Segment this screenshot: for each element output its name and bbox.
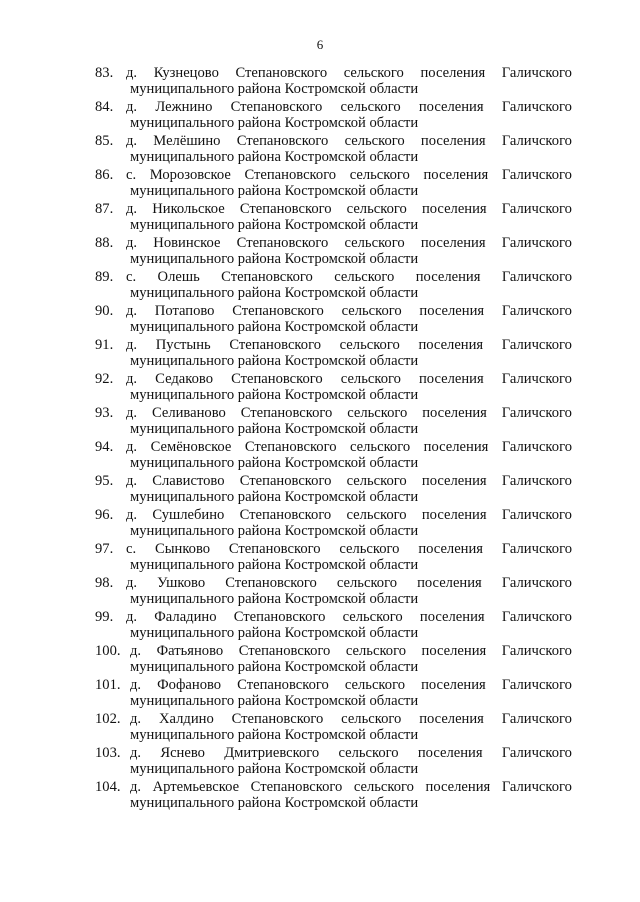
item-word-w2: поселения <box>422 405 487 421</box>
item-word-w3: Галичского <box>501 541 572 557</box>
list-item <box>95 744 572 778</box>
item-word-w1: сельского <box>346 507 407 523</box>
item-word-w2: поселения <box>421 643 487 659</box>
item-word-settlement: Степановского <box>231 711 324 727</box>
item-word-type: с. <box>126 167 137 183</box>
item-word-type: д. <box>130 643 142 659</box>
list-item <box>95 778 572 812</box>
list-item <box>95 472 572 506</box>
item-word-type: д. <box>126 303 138 319</box>
item-word-w3: Галичского <box>501 235 572 251</box>
item-word-type: д. <box>126 337 138 353</box>
item-word-name: Славистово <box>152 473 225 489</box>
item-word-w3: Галичского <box>501 745 572 761</box>
item-number: 101. <box>95 677 121 693</box>
item-word-w1: сельского <box>338 745 399 761</box>
item-word-name: Сынково <box>154 541 211 557</box>
item-word-settlement: Степановского <box>235 65 328 81</box>
item-word-type: д. <box>130 779 142 795</box>
item-line-2: муниципального района Костромской области <box>130 591 419 607</box>
item-number: 99. <box>95 609 114 625</box>
item-word-type: д. <box>126 133 138 149</box>
item-word-w3: Галичского <box>501 677 572 693</box>
item-line-2: муниципального района Костромской области <box>130 353 419 369</box>
item-number: 90. <box>95 303 114 319</box>
list-item <box>95 608 572 642</box>
item-word-type: д. <box>126 235 138 251</box>
item-line-2: муниципального района Костромской области <box>130 217 419 233</box>
item-word-w1: сельского <box>341 303 402 319</box>
item-word-w3: Галичского <box>501 779 572 795</box>
item-word-settlement: Степановского <box>230 99 323 115</box>
item-number: 96. <box>95 507 114 523</box>
item-word-w3: Галичского <box>501 167 572 183</box>
item-word-w1: сельского <box>344 235 405 251</box>
item-word-name: Фатьяново <box>156 643 224 659</box>
item-word-settlement: Степановского <box>231 371 323 387</box>
item-line-2: муниципального района Костромской области <box>130 115 419 131</box>
item-word-name: Олешь <box>157 269 200 285</box>
item-word-name: Селиваново <box>151 405 226 421</box>
list-item <box>95 98 572 132</box>
item-word-w2: поселения <box>423 439 489 455</box>
item-word-w3: Галичского <box>501 711 572 727</box>
item-word-w2: поселения <box>419 371 484 387</box>
item-word-name: Лежнино <box>155 99 213 115</box>
settlement-list <box>95 64 572 812</box>
item-number: 103. <box>95 745 121 761</box>
item-number: 95. <box>95 473 114 489</box>
item-word-w2: поселения <box>420 133 486 149</box>
item-line-2: муниципального района Костромской области <box>130 251 419 267</box>
item-word-w3: Галичского <box>501 269 572 285</box>
item-line-2: муниципального района Костромской области <box>130 285 419 301</box>
item-word-settlement: Степановского <box>221 269 313 285</box>
item-line-2: муниципального района Костромской области <box>130 557 419 573</box>
item-word-name: Морозовское <box>149 167 231 183</box>
item-word-w2: поселения <box>425 779 491 795</box>
item-word-type: д. <box>126 609 138 625</box>
page-number: 6 <box>316 37 324 52</box>
item-number: 92. <box>95 371 114 387</box>
item-word-w1: сельского <box>344 677 405 693</box>
item-word-w3: Галичского <box>501 473 572 489</box>
item-word-name: Семёновское <box>150 439 232 455</box>
item-word-w2: поселения <box>418 541 484 557</box>
list-item <box>95 268 572 302</box>
item-word-settlement: Степановского <box>229 337 321 353</box>
item-word-type: д. <box>126 201 138 217</box>
item-line-2: муниципального района Костромской области <box>130 319 419 335</box>
item-word-w2: поселения <box>417 575 482 591</box>
item-word-w1: сельского <box>336 575 398 591</box>
item-word-w2: поселения <box>419 303 485 319</box>
list-item <box>95 642 572 676</box>
item-word-w2: поселения <box>415 269 481 285</box>
item-line-2: муниципального района Костромской области <box>130 727 419 743</box>
item-word-settlement: Степановского <box>250 779 343 795</box>
item-word-type: д. <box>126 507 138 523</box>
item-word-name: Сушлебино <box>152 507 225 523</box>
item-word-name: Никольское <box>152 201 225 217</box>
item-line-2: муниципального района Костромской области <box>130 693 419 709</box>
list-item <box>95 574 572 608</box>
item-word-name: Яснево <box>160 745 205 761</box>
list-item <box>95 370 572 404</box>
item-line-2: муниципального района Костромской области <box>130 523 419 539</box>
item-line-2: муниципального района Костромской области <box>130 625 419 641</box>
item-word-w3: Галичского <box>501 99 572 115</box>
item-number: 98. <box>95 575 114 591</box>
item-word-settlement: Степановского <box>236 235 329 251</box>
item-word-type: д. <box>126 371 138 387</box>
list-item <box>95 438 572 472</box>
item-word-w2: поселения <box>418 337 484 353</box>
item-word-type: д. <box>126 99 138 115</box>
item-word-w2: поселения <box>421 201 487 217</box>
item-line-2: муниципального района Костромской области <box>130 387 419 403</box>
item-number: 83. <box>95 65 114 81</box>
item-word-w1: сельского <box>340 99 401 115</box>
item-word-name: Халдино <box>158 711 214 727</box>
item-word-w2: поселения <box>423 167 489 183</box>
item-word-w3: Галичского <box>501 303 572 319</box>
item-word-w2: поселения <box>421 507 487 523</box>
item-word-settlement: Степановского <box>236 133 329 149</box>
item-line-2: муниципального района Костромской области <box>130 421 419 437</box>
item-number: 104. <box>95 779 121 795</box>
item-word-w1: сельского <box>346 201 407 217</box>
item-word-name: Фаладино <box>154 609 217 625</box>
item-word-w2: поселения <box>421 473 487 489</box>
list-item <box>95 676 572 710</box>
item-word-type: с. <box>126 541 137 557</box>
list-item <box>95 200 572 234</box>
item-word-name: Потапово <box>154 303 215 319</box>
item-word-w1: сельского <box>342 609 403 625</box>
item-word-w1: сельского <box>346 473 407 489</box>
item-word-w3: Галичского <box>501 575 572 591</box>
list-item <box>95 64 572 98</box>
item-word-w3: Галичского <box>501 371 572 387</box>
item-word-settlement: Степановского <box>233 609 326 625</box>
list-item <box>95 710 572 744</box>
item-word-settlement: Степановского <box>239 473 332 489</box>
item-line-2: муниципального района Костромской области <box>130 795 419 811</box>
list-item <box>95 506 572 540</box>
item-word-w1: сельского <box>334 269 395 285</box>
item-word-type: д. <box>126 65 138 81</box>
item-word-w3: Галичского <box>501 337 572 353</box>
item-word-settlement: Степановского <box>225 575 317 591</box>
item-word-w1: сельского <box>344 133 405 149</box>
item-word-name: Фофаново <box>157 677 222 693</box>
item-word-name: Кузнецово <box>153 65 219 81</box>
item-word-w1: сельского <box>349 167 410 183</box>
item-word-type: д. <box>126 439 138 455</box>
item-word-w3: Галичского <box>501 65 572 81</box>
item-word-settlement: Степановского <box>228 541 321 557</box>
item-word-w3: Галичского <box>501 507 572 523</box>
item-word-w3: Галичского <box>501 405 572 421</box>
item-word-type: с. <box>126 269 137 285</box>
item-word-w1: сельского <box>345 643 407 659</box>
item-word-w2: поселения <box>417 745 483 761</box>
item-number: 86. <box>95 167 114 183</box>
item-word-w1: сельского <box>350 439 411 455</box>
item-number: 88. <box>95 235 114 251</box>
list-item <box>95 540 572 574</box>
item-line-2: муниципального района Костромской области <box>130 455 419 471</box>
item-word-settlement: Степановского <box>244 439 337 455</box>
item-word-w2: поселения <box>420 65 486 81</box>
item-word-name: Мелёшино <box>153 133 221 149</box>
list-item <box>95 302 572 336</box>
item-word-name: Новинское <box>153 235 221 251</box>
item-number: 97. <box>95 541 114 557</box>
item-line-2: муниципального района Костромской области <box>130 489 419 505</box>
item-line-2: муниципального района Костромской области <box>130 81 419 97</box>
item-word-settlement: Степановского <box>239 201 332 217</box>
item-word-w1: сельского <box>353 779 414 795</box>
item-line-2: муниципального района Костромской области <box>130 761 419 777</box>
item-word-settlement: Степановского <box>232 303 324 319</box>
item-word-w3: Галичского <box>501 439 572 455</box>
item-word-settlement: Степановского <box>239 507 332 523</box>
item-word-w2: поселения <box>418 99 484 115</box>
item-word-w1: сельского <box>339 337 400 353</box>
item-number: 100. <box>95 643 121 659</box>
item-word-settlement: Степановского <box>244 167 337 183</box>
item-word-settlement: Степановского <box>238 643 331 659</box>
item-word-w1: сельского <box>347 405 408 421</box>
item-number: 84. <box>95 99 114 115</box>
item-number: 91. <box>95 337 114 353</box>
item-word-name: Пустынь <box>155 337 211 353</box>
item-word-w2: поселения <box>419 609 485 625</box>
item-line-2: муниципального района Костромской области <box>130 659 419 675</box>
item-word-name: Ушково <box>157 575 206 591</box>
item-line-2: муниципального района Костромской области <box>130 149 419 165</box>
list-item <box>95 336 572 370</box>
item-word-name: Седаково <box>155 371 213 387</box>
item-number: 85. <box>95 133 114 149</box>
item-word-w1: сельского <box>343 65 404 81</box>
item-word-w2: поселения <box>421 677 486 693</box>
item-word-w2: поселения <box>419 711 484 727</box>
item-word-w3: Галичского <box>501 133 572 149</box>
item-line-2: муниципального района Костромской области <box>130 183 419 199</box>
item-word-type: д. <box>130 745 142 761</box>
item-word-type: д. <box>130 711 142 727</box>
item-number: 93. <box>95 405 114 421</box>
item-word-w3: Галичского <box>501 609 572 625</box>
item-word-settlement: Степановского <box>240 405 333 421</box>
item-word-w1: сельского <box>339 541 400 557</box>
item-number: 89. <box>95 269 114 285</box>
item-word-w1: сельского <box>340 371 401 387</box>
item-word-settlement: Степановского <box>237 677 329 693</box>
list-item <box>95 234 572 268</box>
list-item <box>95 166 572 200</box>
item-word-type: д. <box>130 677 142 693</box>
item-word-w3: Галичского <box>501 201 572 217</box>
item-number: 102. <box>95 711 121 727</box>
list-item <box>95 132 572 166</box>
item-word-type: д. <box>126 473 138 489</box>
item-word-type: д. <box>126 405 138 421</box>
item-number: 87. <box>95 201 114 217</box>
list-item <box>95 404 572 438</box>
item-word-w1: сельского <box>341 711 402 727</box>
item-word-settlement: Дмитриевского <box>224 745 320 761</box>
item-word-name: Артемьевское <box>152 779 240 795</box>
item-word-w2: поселения <box>420 235 486 251</box>
item-word-w3: Галичского <box>501 643 572 659</box>
item-word-type: д. <box>126 575 138 591</box>
item-number: 94. <box>95 439 114 455</box>
